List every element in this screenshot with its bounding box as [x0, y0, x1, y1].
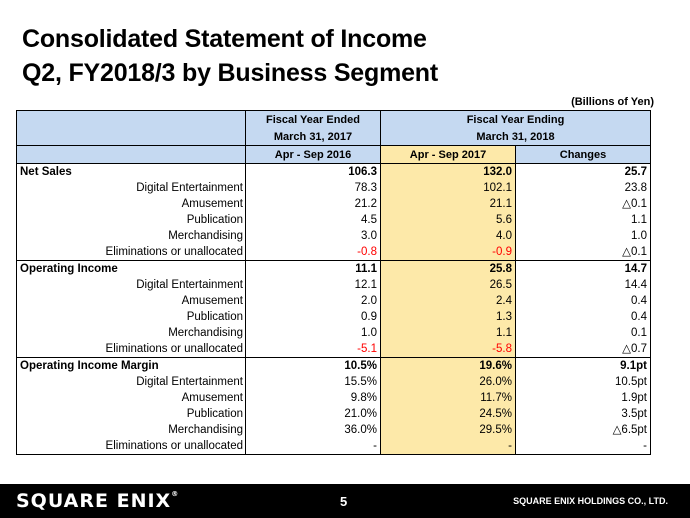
change-value: △0.7 — [516, 341, 651, 358]
company-name: SQUARE ENIX HOLDINGS CO., LTD. — [513, 496, 668, 506]
segment-label: Eliminations or unallocated — [17, 438, 246, 455]
curr-value: 132.0 — [381, 164, 516, 181]
change-value: 14.4 — [516, 277, 651, 293]
table-row — [17, 341, 651, 358]
curr-value: 26.0% — [381, 374, 516, 390]
col-prev-header: Apr - Sep 2016 — [246, 146, 381, 164]
curr-value: 1.3 — [381, 309, 516, 325]
segment-label: Publication — [17, 212, 246, 228]
page-title — [22, 22, 438, 90]
change-value: 25.7 — [516, 164, 651, 181]
curr-value: 29.5% — [381, 422, 516, 438]
prev-value: 3.0 — [246, 228, 381, 244]
fy-ending-line1: Fiscal Year Ending — [381, 111, 651, 129]
prev-value: 1.0 — [246, 325, 381, 341]
section-total-row — [17, 261, 651, 278]
prev-value: -5.1 — [246, 341, 381, 358]
segment-label: Digital Entertainment — [17, 374, 246, 390]
segment-label: Amusement — [17, 196, 246, 212]
table-row — [17, 390, 651, 406]
prev-value: 21.0% — [246, 406, 381, 422]
change-value: 23.8 — [516, 180, 651, 196]
segment-label: Digital Entertainment — [17, 180, 246, 196]
prev-value: 2.0 — [246, 293, 381, 309]
curr-value: 1.1 — [381, 325, 516, 341]
header-blank — [17, 146, 246, 164]
page-number: 5 — [340, 494, 348, 509]
curr-value: 4.0 — [381, 228, 516, 244]
segment-label: Eliminations or unallocated — [17, 244, 246, 261]
footer-bar — [0, 484, 690, 518]
curr-value: -5.8 — [381, 341, 516, 358]
prev-value: 21.2 — [246, 196, 381, 212]
table-row — [17, 406, 651, 422]
income-table — [16, 110, 651, 455]
change-value: 1.9pt — [516, 390, 651, 406]
change-value: 3.5pt — [516, 406, 651, 422]
logo-text: SQUARE ENIX — [16, 490, 172, 512]
table-row — [17, 277, 651, 293]
header-blank — [17, 128, 246, 146]
curr-value: 26.5 — [381, 277, 516, 293]
change-value: 9.1pt — [516, 358, 651, 375]
prev-value: 36.0% — [246, 422, 381, 438]
fy-ending-line2: March 31, 2018 — [381, 128, 651, 146]
segment-label: Digital Entertainment — [17, 277, 246, 293]
prev-value: 4.5 — [246, 212, 381, 228]
prev-value: 15.5% — [246, 374, 381, 390]
fy-ended-line2: March 31, 2017 — [246, 128, 381, 146]
table-row — [17, 244, 651, 261]
change-value: △0.1 — [516, 244, 651, 261]
curr-value: 11.7% — [381, 390, 516, 406]
col-curr-header: Apr - Sep 2017 — [381, 146, 516, 164]
segment-label: Publication — [17, 309, 246, 325]
prev-value: 11.1 — [246, 261, 381, 278]
segment-label: Eliminations or unallocated — [17, 341, 246, 358]
header-blank — [17, 111, 246, 129]
curr-value: 102.1 — [381, 180, 516, 196]
change-value: 1.1 — [516, 212, 651, 228]
segment-label: Amusement — [17, 293, 246, 309]
section-total-row — [17, 164, 651, 181]
change-value: 0.4 — [516, 309, 651, 325]
prev-value: -0.8 — [246, 244, 381, 261]
segment-label: Merchandising — [17, 422, 246, 438]
change-value: 0.4 — [516, 293, 651, 309]
prev-value: 12.1 — [246, 277, 381, 293]
prev-value: 9.8% — [246, 390, 381, 406]
table-row — [17, 438, 651, 455]
title-line-1: Consolidated Statement of Income — [22, 25, 427, 53]
table-row — [17, 309, 651, 325]
prev-value: - — [246, 438, 381, 455]
change-value: 0.1 — [516, 325, 651, 341]
prev-value: 106.3 — [246, 164, 381, 181]
unit-note: (Billions of Yen) — [571, 96, 654, 108]
table-row — [17, 293, 651, 309]
change-value: 10.5pt — [516, 374, 651, 390]
square-enix-logo — [16, 490, 178, 512]
section-total-row — [17, 358, 651, 375]
table-row — [17, 196, 651, 212]
segment-label: Merchandising — [17, 325, 246, 341]
curr-value: 25.8 — [381, 261, 516, 278]
section-label: Operating Income Margin — [17, 358, 246, 375]
table-row — [17, 325, 651, 341]
curr-value: 5.6 — [381, 212, 516, 228]
header-row-3 — [17, 146, 651, 164]
curr-value: 21.1 — [381, 196, 516, 212]
change-value: 14.7 — [516, 261, 651, 278]
logo-registered-mark: ® — [171, 490, 179, 498]
col-changes-header: Changes — [516, 146, 651, 164]
change-value: 1.0 — [516, 228, 651, 244]
table-row — [17, 422, 651, 438]
table-row — [17, 180, 651, 196]
curr-value: -0.9 — [381, 244, 516, 261]
fy-ended-line1: Fiscal Year Ended — [246, 111, 381, 129]
segment-label: Amusement — [17, 390, 246, 406]
header-row-1 — [17, 111, 651, 129]
table-row — [17, 212, 651, 228]
curr-value: 24.5% — [381, 406, 516, 422]
table-row — [17, 228, 651, 244]
header-row-2 — [17, 128, 651, 146]
change-value: - — [516, 438, 651, 455]
section-label: Net Sales — [17, 164, 246, 181]
change-value: △0.1 — [516, 196, 651, 212]
prev-value: 10.5% — [246, 358, 381, 375]
segment-label: Merchandising — [17, 228, 246, 244]
prev-value: 0.9 — [246, 309, 381, 325]
curr-value: - — [381, 438, 516, 455]
change-value: △6.5pt — [516, 422, 651, 438]
title-line-2: Q2, FY2018/3 by Business Segment — [22, 59, 438, 87]
curr-value: 19.6% — [381, 358, 516, 375]
section-label: Operating Income — [17, 261, 246, 278]
curr-value: 2.4 — [381, 293, 516, 309]
prev-value: 78.3 — [246, 180, 381, 196]
segment-label: Publication — [17, 406, 246, 422]
table-row — [17, 374, 651, 390]
